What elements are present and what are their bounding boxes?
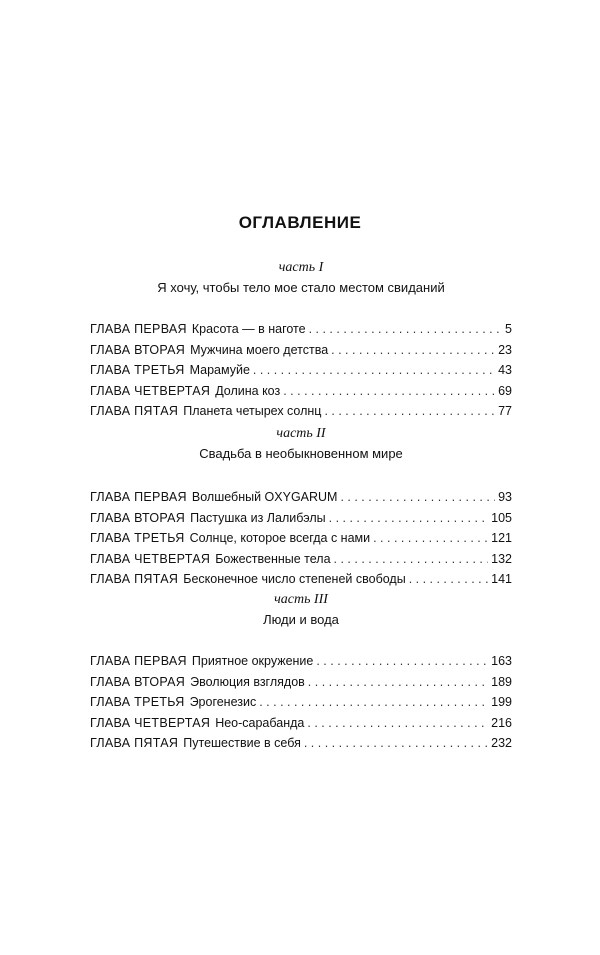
dot-leader [331, 340, 495, 361]
toc-entry[interactable] [90, 381, 512, 402]
toc-entry[interactable] [90, 528, 512, 549]
chapter-name: Эрогенезис [189, 695, 257, 709]
chapter-name: Эволюция взглядов [190, 674, 305, 689]
chapter-label: ГЛАВА ПЯТАЯ [90, 572, 179, 586]
toc-entry[interactable] [90, 319, 512, 340]
dot-leader [316, 651, 488, 672]
page-number: 216 [491, 715, 512, 730]
page-number: 141 [491, 572, 512, 586]
dot-leader [334, 549, 489, 570]
chapter-name: Мужчина моего детства [190, 342, 329, 357]
part-2-label: часть II [276, 426, 326, 441]
page-number: 189 [491, 674, 512, 689]
toc-entry[interactable] [90, 487, 512, 508]
part-2-title: Свадьба в необыкновенном мире [199, 446, 403, 461]
page-number: 77 [498, 404, 512, 418]
page-number: 232 [491, 736, 512, 750]
chapter-name: Бесконечное число степеней свободы [183, 572, 406, 586]
chapter-name: Приятное окружение [191, 654, 314, 668]
page-number: 105 [491, 510, 512, 525]
part-1-chapter-list [90, 319, 512, 422]
chapter-name: Марамуйе [189, 363, 250, 377]
chapter-name: Путешествие в себя [183, 736, 301, 750]
toc-entry[interactable] [90, 549, 512, 570]
dot-leader [259, 692, 488, 713]
dot-leader [308, 672, 488, 693]
page-number: 199 [491, 695, 512, 709]
part-3-label: часть III [274, 592, 328, 607]
part-2-section [90, 424, 512, 590]
toc-entry[interactable] [90, 569, 512, 590]
chapter-label: ГЛАВА ЧЕТВЕРТАЯ [90, 551, 211, 566]
chapter-name: Пастушка из Лалибэлы [190, 510, 326, 525]
page-number: 43 [498, 363, 512, 377]
toc-entry[interactable] [90, 508, 512, 529]
chapter-name: Божественные тела [215, 551, 331, 566]
part-1-title: Я хочу, чтобы тело мое стало местом свиданий [157, 280, 445, 295]
toc-entry[interactable] [90, 692, 512, 713]
chapter-label: ГЛАВА ПЕРВАЯ [90, 490, 187, 504]
part-1-label: часть I [278, 260, 324, 275]
toc-entry[interactable] [90, 733, 512, 754]
dot-leader [253, 360, 495, 381]
chapter-label: ГЛАВА ЧЕТВЕРТАЯ [90, 383, 211, 398]
part-3-title: Люди и вода [263, 612, 339, 627]
chapter-name: Солнце, которое всегда с нами [189, 531, 371, 545]
dot-leader [409, 569, 488, 590]
chapter-label: ГЛАВА ВТОРАЯ [90, 674, 186, 689]
page-number: 121 [491, 531, 512, 545]
part-3-section [90, 590, 512, 754]
toc-entry[interactable] [90, 672, 512, 693]
dot-leader [324, 401, 495, 422]
chapter-name: Волшебный OXYGARUM [191, 490, 338, 504]
part-3-chapter-list [90, 651, 512, 754]
dot-leader [340, 487, 495, 508]
dot-leader [329, 508, 489, 529]
chapter-label: ГЛАВА ВТОРАЯ [90, 510, 186, 525]
chapter-label: ГЛАВА ПЯТАЯ [90, 404, 179, 418]
page-number: 5 [505, 322, 512, 336]
toc-entry[interactable] [90, 340, 512, 361]
dot-leader [304, 733, 488, 754]
chapter-label: ГЛАВА ВТОРАЯ [90, 342, 186, 357]
toc-entry[interactable] [90, 401, 512, 422]
page-number: 132 [491, 551, 512, 566]
chapter-label: ГЛАВА ПЕРВАЯ [90, 322, 187, 336]
chapter-label: ГЛАВА ПЕРВАЯ [90, 654, 187, 668]
toc-entry[interactable] [90, 651, 512, 672]
toc-entry[interactable] [90, 360, 512, 381]
toc-entry[interactable] [90, 713, 512, 734]
chapter-label: ГЛАВА ЧЕТВЕРТАЯ [90, 715, 211, 730]
part-1-section [90, 258, 512, 422]
dot-leader [309, 319, 502, 340]
chapter-name: Планета четырех солнц [183, 404, 322, 418]
chapter-label: ГЛАВА ТРЕТЬЯ [90, 695, 185, 709]
chapter-label: ГЛАВА ПЯТАЯ [90, 736, 179, 750]
chapter-name: Красота — в наготе [191, 322, 306, 336]
page-number: 69 [498, 383, 512, 398]
toc-title: ОГЛАВЛЕНИЕ [238, 213, 362, 232]
dot-leader [373, 528, 488, 549]
chapter-name: Долина коз [215, 383, 281, 398]
chapter-label: ГЛАВА ТРЕТЬЯ [90, 363, 185, 377]
chapter-name: Нео-сарабанда [215, 715, 305, 730]
part-2-chapter-list [90, 487, 512, 590]
dot-leader [307, 713, 488, 734]
page-number: 93 [498, 490, 512, 504]
page-number: 23 [498, 342, 512, 357]
page-number: 163 [491, 654, 512, 668]
dot-leader [283, 381, 495, 402]
chapter-label: ГЛАВА ТРЕТЬЯ [90, 531, 185, 545]
